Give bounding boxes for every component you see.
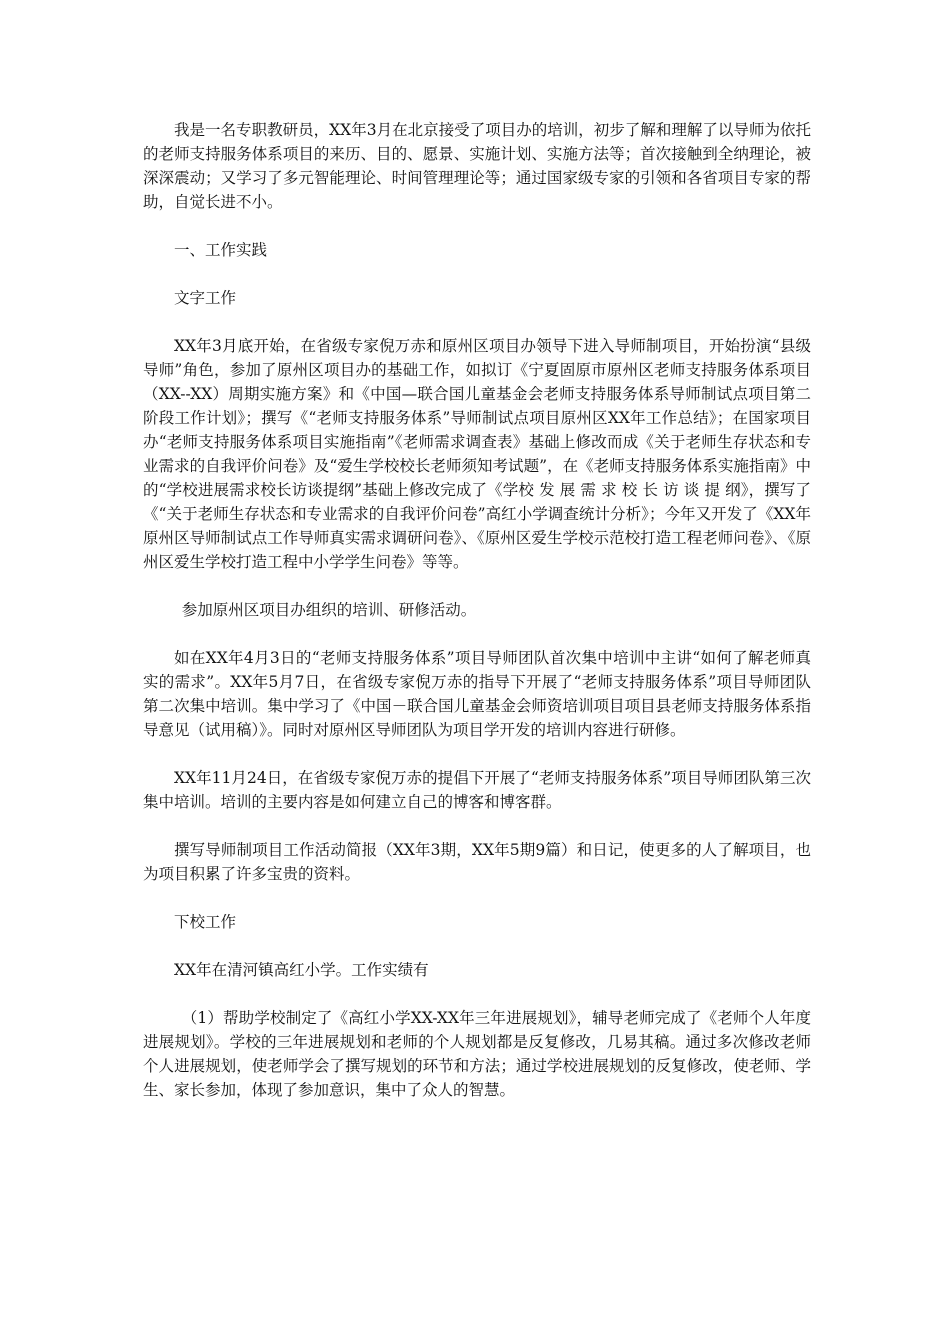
achievement-item-1: （1）帮助学校制定了《高红小学XX-XX年三年进展规划》，辅导老师完成了《老师个人年度进展规划》。学校的三年进展规划和老师的个人规划都是反复修改，几易其稿。通过多次修改老师个人进展规划，使老师学会了撰写规划的环节和方法；通过学校进展规划的反复修改，使老师、学生、家长参加，体现了参加意识，集中了众人的智慧。 bbox=[143, 1009, 811, 1099]
training-paragraph-1: 如在XX年4月3日的“老师支持服务体系”项目导师团队首次集中培训中主讲“如何了解老师真实的需求”。XX年5月7日，在省级专家倪万赤的指导下开展了“老师支持服务体系”项目导师团队第二次集中培训。集中学习了《中国－联合国儿童基金会师资培训项目项目县老师支持服务体系指导意见（试用稿）》。同时对原州区导师团队为项目学开发的培训内容进行研修。 bbox=[143, 649, 811, 739]
subheading-writing-work: 文字工作 bbox=[174, 289, 237, 307]
subheading-school-visit-work: 下校工作 bbox=[174, 913, 237, 931]
training-activities-line: 参加原州区项目办组织的培训、研修活动。 bbox=[181, 601, 477, 619]
document-body bbox=[143, 118, 811, 1102]
writing-work-paragraph: XX年3月底开始，在省级专家倪万赤和原州区项目办领导下进入导师制项目，开始扮演“县级导师”角色，参加了原州区项目办的基础工作，如拟订《宁夏固原市原州区老师支持服务体系项目（XX--XX）周期实施方案》和《中国—联合国儿童基金会老师支持服务体系导师制试点项目第二阶段工作计划》；撰写《“老师支持服务体系”导师制试点项目原州区XX年工作总结》；在国家项目办“老师支持服务体系项目实施指南”《老师需求调查表》基础上修改而成《关于老师生存状态和专业需求的自我评价问卷》及“爱生学校校长老师须知考试题”，在《老师支持服务体系实施指南》中的“学校进展需求校长访谈提纲”基础上修改完成了《学校 发 展 需 求 校 长 访 谈 提 纲》，撰写了《“关于老师生存状态和专业需求的自我评价问卷”高红小学调查统计分析》；今年又开发了《XX年原州区导师制试点工作导师真实需求调研问卷》、《原州区爱生学校示范校打造工程老师问卷》、《原州区爱生学校打造工程中小学学生问卷》等等。 bbox=[143, 337, 811, 571]
section-heading-work-practice: 一、工作实践 bbox=[174, 241, 268, 259]
training-paragraph-2: XX年11月24日，在省级专家倪万赤的提倡下开展了“老师支持服务体系”项目导师团队第三次集中培训。培训的主要内容是如何建立自己的博客和博客群。 bbox=[143, 769, 811, 811]
school-achievements-line: XX年在清河镇高红小学。工作实绩有 bbox=[174, 961, 429, 979]
intro-paragraph: 我是一名专职教研员，XX年3月在北京接受了项目办的培训，初步了解和理解了以导师为依托的老师支持服务体系项目的来历、目的、愿景、实施计划、实施方法等；首次接触到全纳理论，被深深震动；又学习了多元智能理论、时间管理理论等；通过国家级专家的引领和各省项目专家的帮助，自觉长进不小。 bbox=[143, 121, 811, 211]
briefing-paragraph: 撰写导师制项目工作活动简报（XX年3期，XX年5期9篇）和日记，使更多的人了解项目，也为项目积累了许多宝贵的资料。 bbox=[143, 841, 811, 883]
